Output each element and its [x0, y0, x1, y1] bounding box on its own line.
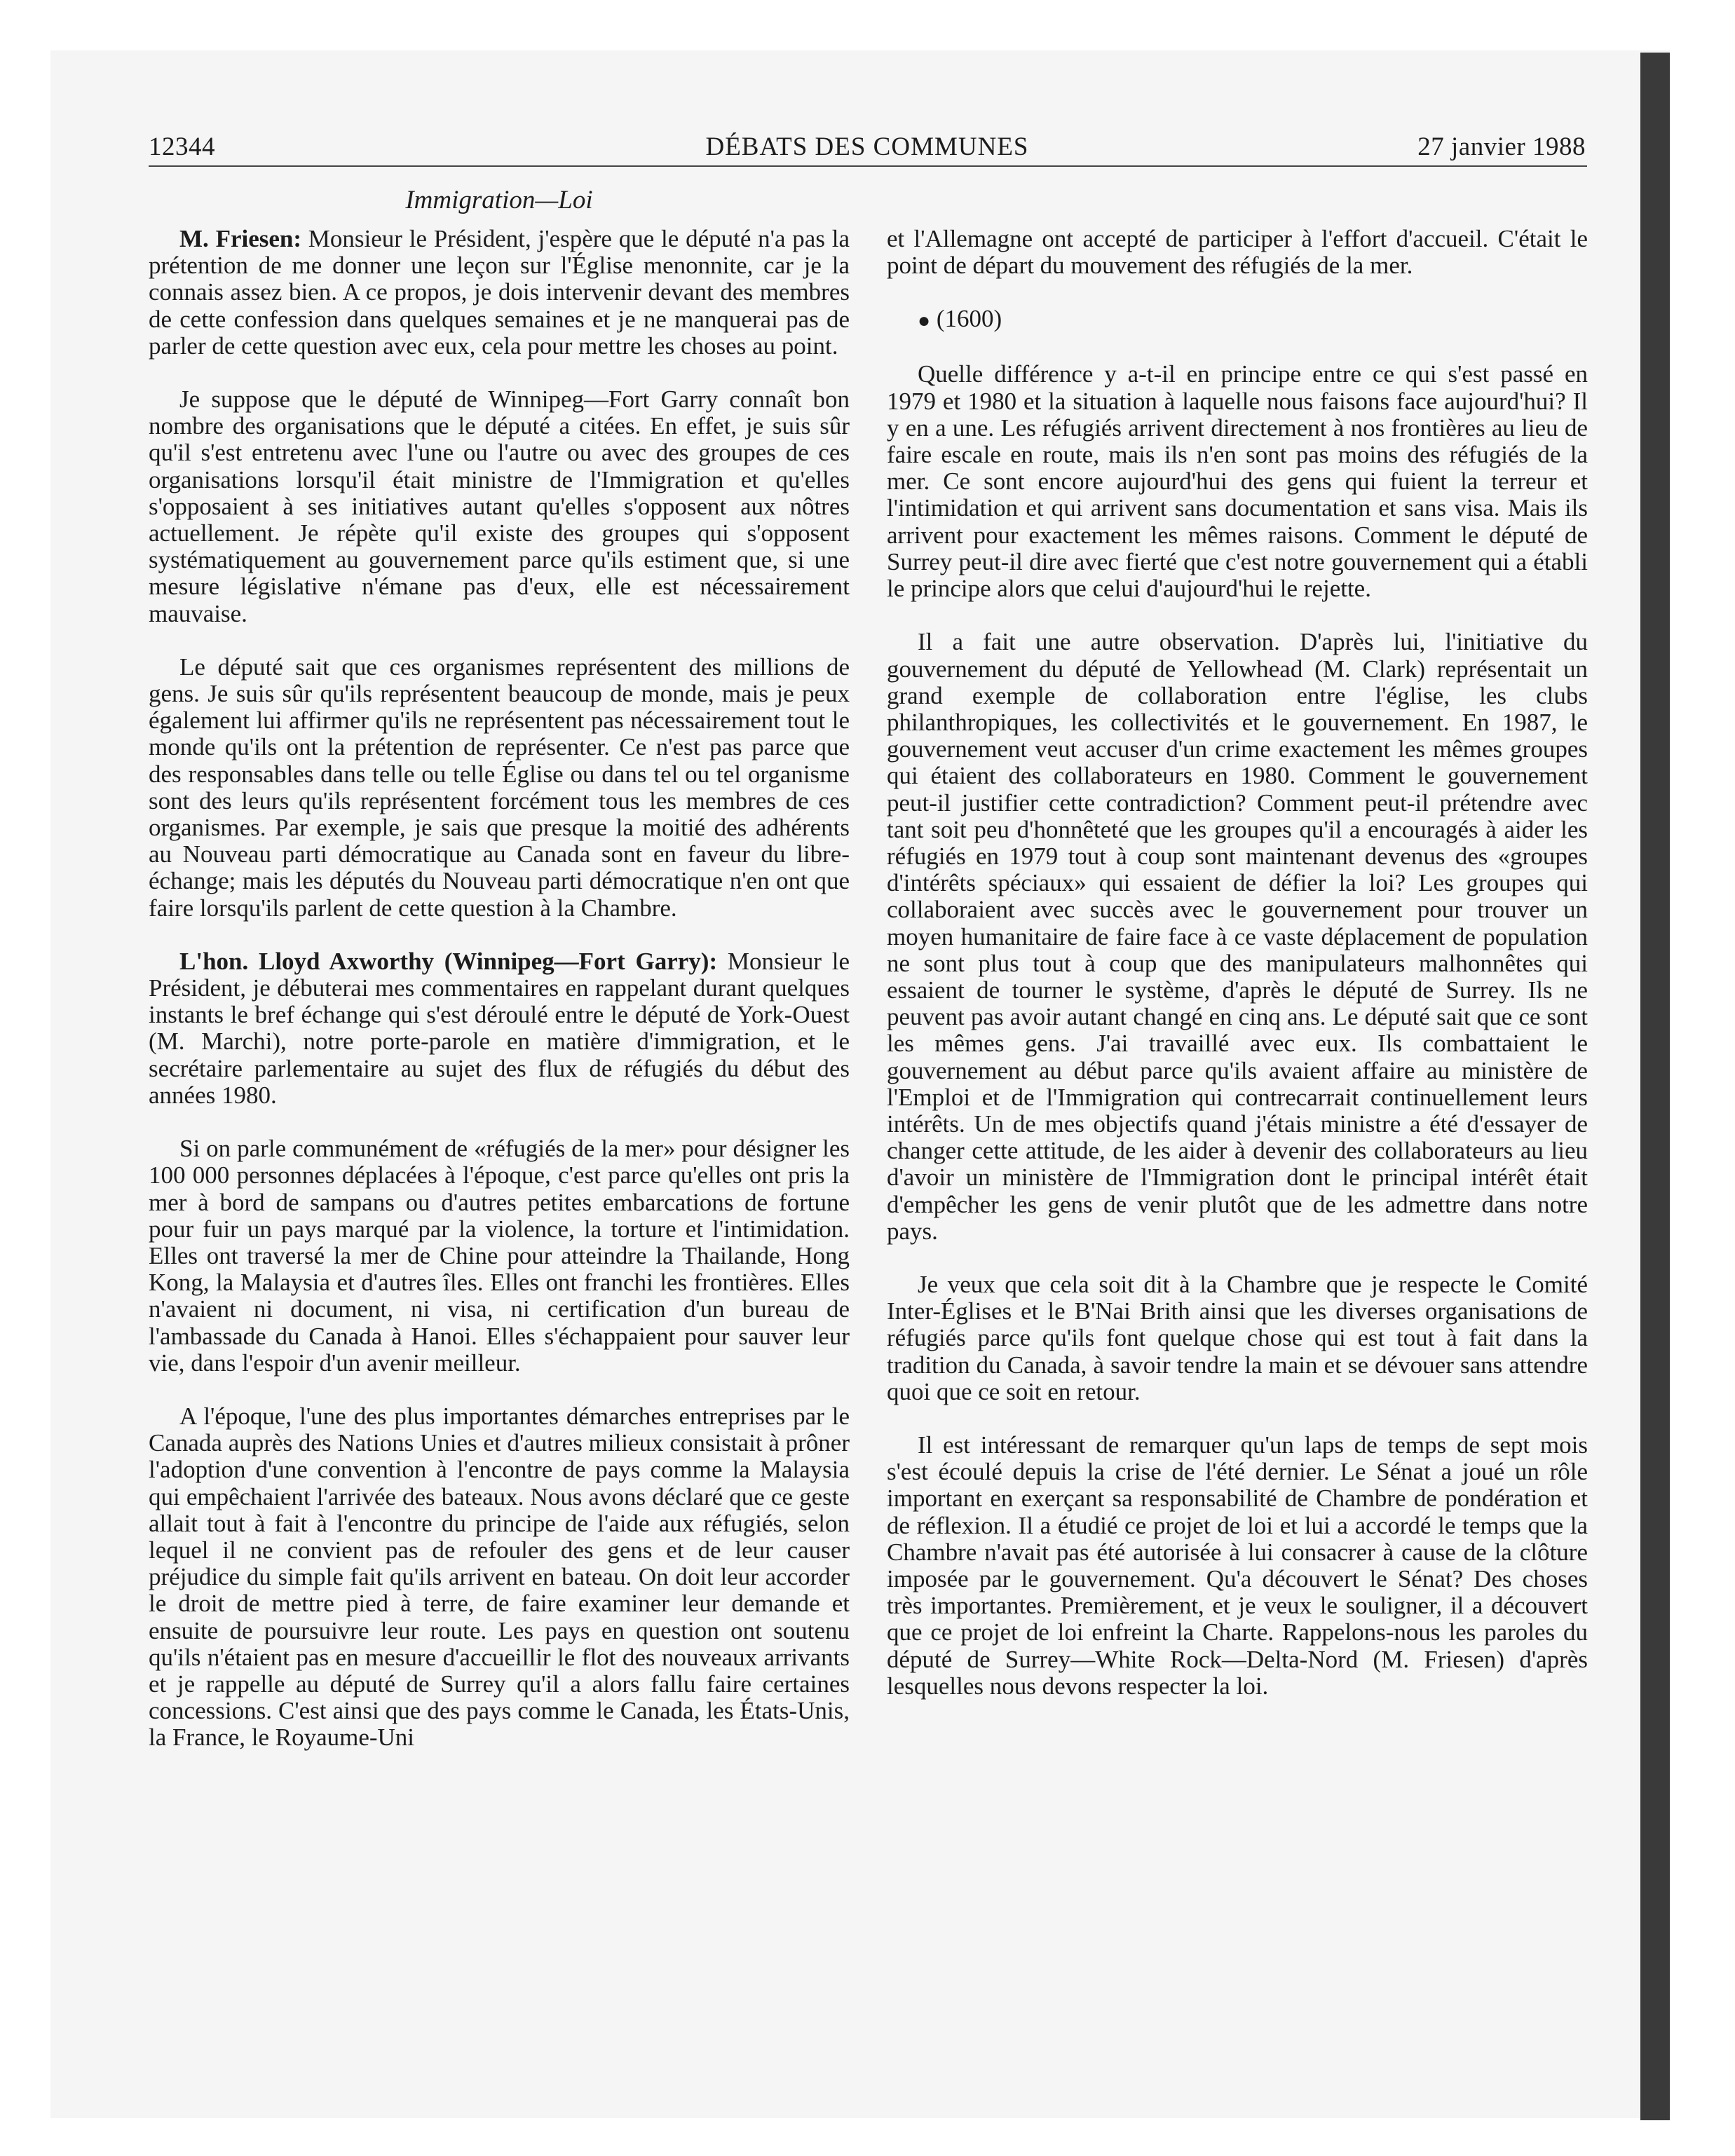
bullet-icon: ●	[918, 309, 931, 333]
paragraph: Je veux que cela soit dit à la Chambre que je respecte le Comité Inter-Églises et le B'Nai Brith ainsi que les diverses organisations de réfugiés parce qu'ils font quelque chose qui est tout à fait dans la tradition du Canada, à savoir tendre la main et se dévouer sans attendre quoi que ce soit en retour.	[887, 1270, 1588, 1405]
time-marker	[887, 306, 1588, 334]
left-column	[149, 226, 850, 1778]
page-number: 12344	[149, 132, 215, 161]
speaker-name: L'hon. Lloyd Axworthy (Winnipeg—Fort Garry):	[179, 947, 718, 975]
paragraph-text: Monsieur le Président, je débuterai mes commentaires en rappelant durant quelques instants le bref échange qui s'est déroulé entre le député de York-Ouest (M. Marchi), notre porte-parole en matière d'immigration, et le secrétaire parlementaire au sujet des flux de réfugiés du début des années 1980.	[149, 947, 850, 1109]
paragraph-text: Monsieur le Président, j'espère que le député n'a pas la prétention de me donner une leçon sur l'Église menonnite, car je la connais assez bien. A ce propos, je dois intervenir devant des membres de cette confession dans quelques semaines et je ne manquerai pas de parler de cette question avec eux, cela pour mettre les choses au point.	[149, 225, 850, 360]
paragraph: Il est intéressant de remarquer qu'un laps de temps de sept mois s'est écoulé depuis la crise de l'été dernier. Le Sénat a joué un rôle important en exerçant sa responsabilité de Chambre de pondération et de réflexion. Il a étudié ce projet de loi et lui a accordé le temps que la Chambre n'avait pas été autorisée à lui consacrer à cause de la clôture imposée par le gouvernement. Qu'a découvert le Sénat? Des choses très importantes. Premièrement, et je veux le souligner, il a découvert que ce projet de loi enfreint la Charte. Rappelons-nous les paroles du député de Surrey—White Rock—Delta-Nord (M. Friesen) d'après lesquelles nous devons respecter la loi.	[887, 1431, 1588, 1700]
section-subheading: Immigration—Loi	[405, 186, 593, 214]
paragraph: Je suppose que le député de Winnipeg—Fort Garry connaît bon nombre des organisations que le député a citées. En effet, je suis sûr qu'il s'est entretenu avec l'une ou l'autre ou avec des groupes de ces organisations lorsqu'il était ministre de l'Immigration et qu'elles s'opposaient à ses initiatives autant qu'elles s'opposent aux nôtres actuellement. Je répète qu'il existe des groupes qui s'opposent systématiquement au gouvernement parce qu'ils estiment que, si une mesure législative n'émane pas d'eux, elle est nécessairement mauvaise.	[149, 386, 850, 627]
paragraph: Quelle différence y a-t-il en principe entre ce qui s'est passé en 1979 et 1980 et la situation à laquelle nous faisons face aujourd'hui? Il y en a une. Les réfugiés arrivent directement à nos frontières au lieu de faire escale en route, mais ils n'en sont pas moins des réfugiés de la mer. Ce sont encore aujourd'hui des gens qui fuient la terreur et l'intimidation et qui arrivent sans documentation et sans visa. Mais ils arrivent pour exactement les mêmes raisons. Comment le député de Surrey peut-il dire avec fierté que c'est notre gouvernement qui a établi le principe alors que celui d'aujourd'hui le rejette.	[887, 360, 1588, 603]
time-marker-text: (1600)	[936, 305, 1002, 333]
header-rule	[149, 165, 1587, 167]
paragraph: Le député sait que ces organismes représentent des millions de gens. Je suis sûr qu'ils représentent beaucoup de monde, mais je peux également lui affirmer qu'ils ne représentent pas nécessairement tout le monde qu'ils ont la prétention de représenter. Ce n'est pas parce que des responsables dans telle ou telle Église ou dans tel ou tel organisme sont des leurs qu'ils représentent forcément tous les membres de ces organismes. Par exemple, je sais que presque la moitié des adhérents au Nouveau parti démocratique au Canada sont en faveur du libre-échange; mais les députés du Nouveau parti démocratique n'en ont que faire lorsqu'ils parlent de cette question à la Chambre.	[149, 653, 850, 922]
page-date: 27 janvier 1988	[1417, 132, 1586, 161]
paragraph	[149, 226, 850, 360]
paragraph: Si on parle communément de «réfugiés de la mer» pour désigner les 100 000 personnes déplacées à l'époque, c'est parce qu'elles ont pris la mer à bord de sampans ou d'autres petites embarcations de fortune pour fuir un pays marqué par la violence, la torture et l'intimidation. Elles ont traversé la mer de Chine pour atteindre la Thailande, Hong Kong, la Malaysia et d'autres îles. Elles ont franchi les frontières. Elles n'avaient ni document, ni visa, ni certification d'un bureau de l'ambassade du Canada à Hanoi. Elles s'échappaient pour sauver leur vie, dans l'espoir d'un avenir meilleur.	[149, 1135, 850, 1377]
page-header	[149, 132, 1586, 174]
paragraph	[149, 948, 850, 1109]
scan-edge-bar	[1640, 53, 1670, 2120]
paragraph: A l'époque, l'une des plus importantes démarches entreprises par le Canada auprès des Nations Unies et d'autres milieux consistait à prôner l'adoption d'une convention à l'encontre de pays comme la Malaysia qui empêchaient l'arrivée des bateaux. Nous avons déclaré que ce geste allait tout à fait à l'encontre du principe de l'aide aux réfugiés, selon lequel il ne convient pas de refouler des gens et de leur causer préjudice du simple fait qu'ils arrivent en bateau. On doit leur accorder le droit de mettre pied à terre, de faire examiner leur demande et ensuite de poursuivre leur route. Les pays en question ont soutenu qu'ils n'étaient pas en mesure d'accueillir le flot des nouveaux arrivants et je rappelle au député de Surrey qu'il a alors fallu faire certaines concessions. C'est ainsi que des pays comme le Canada, les États-Unis, la France, le Royaume-Uni	[149, 1402, 850, 1752]
publication-title: DÉBATS DES COMMUNES	[705, 132, 1029, 161]
right-column	[887, 226, 1588, 1726]
paragraph: et l'Allemagne ont accepté de participer à l'effort d'accueil. C'était le point de départ du mouvement des réfugiés de la mer.	[887, 225, 1588, 280]
paragraph: Il a fait une autre observation. D'après lui, l'initiative du gouvernement du député de Yellowhead (M. Clark) représentait un grand exemple de collaboration entre l'église, les clubs philanthropiques, les collectivités et le gouvernement. En 1987, le gouvernement veut accuser d'un crime exactement les mêmes groupes qui étaient des collaborateurs en 1980. Comment le gouvernement peut-il justifier cette contradiction? Comment peut-il prétendre avec tant soit peu d'honnêteté que les groupes qu'il a encouragés à aider les réfugiés en 1979 tout à coup sont maintenant devenus des «groupes d'intérêts spéciaux» qui essaient de défier la loi? Les groupes qui collaboraient avec succès avec le gouvernement pour trouver un moyen humanitaire de faire face à ce vaste déplacement de population ne sont plus tout à coup que des manipulateurs malhonnêtes qui essaient de tourner le système, d'après le député de Surrey. Ils ne peuvent pas avoir autant changé en cinq ans. Le député sait que ce sont les mêmes gens. J'ai travaillé avec eux. Ils combattaient le gouvernement au début parce qu'ils avaient affaire au ministère de l'Emploi et de l'Immigration qui contrecarrait continuellement leurs intérêts. Un de mes objectifs quand j'étais ministre a été d'essayer de changer cette attitude, de les aider à devenir des collaborateurs au lieu d'avoir un ministère de l'Immigration dont le principal intérêt était d'empêcher les gens de venir plutôt que de les admettre dans notre pays.	[887, 628, 1588, 1245]
speaker-name: M. Friesen:	[179, 225, 302, 252]
